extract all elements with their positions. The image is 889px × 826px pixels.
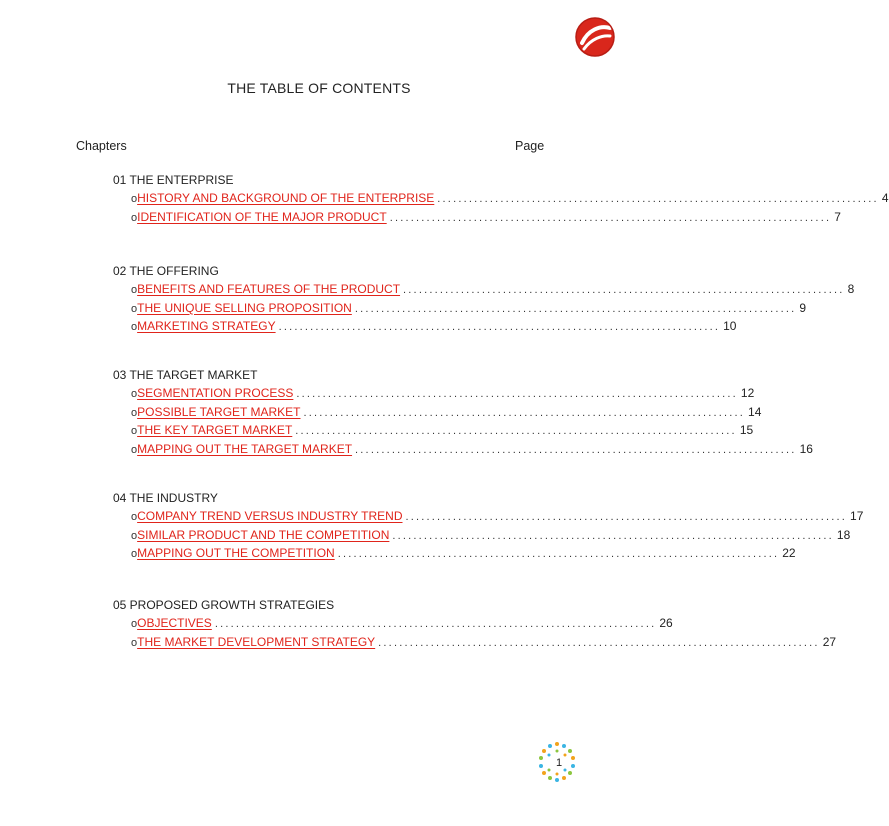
chapters-column-header: Chapters — [76, 139, 127, 153]
toc-link[interactable]: THE KEY TARGET MARKET — [137, 423, 293, 438]
bullet-icon: o — [131, 425, 138, 438]
toc-link[interactable]: BENEFITS AND FEATURES OF THE PRODUCT — [137, 282, 401, 296]
toc-link[interactable]: SEGMENTATION PROCESS — [137, 386, 294, 400]
bullet-icon: o — [131, 529, 138, 542]
toc-link[interactable]: MARKETING STRATEGY — [137, 319, 276, 334]
dot-leader: .................................................................................... — [303, 406, 746, 419]
brand-logo-icon — [574, 16, 616, 58]
toc-entry — [113, 189, 889, 208]
page-number: 22 — [782, 546, 796, 561]
dot-leader: .................................................................................... — [355, 443, 797, 456]
page-number: 14 — [748, 404, 762, 419]
toc-entry — [113, 507, 864, 526]
toc-entry — [113, 317, 737, 336]
chapter-section — [113, 366, 813, 458]
chapter-title: 04 THE INDUSTRY — [113, 491, 218, 505]
bullet-icon: o — [131, 284, 138, 296]
toc-link[interactable]: MAPPING OUT THE TARGET MARKET — [137, 441, 353, 456]
page-number: 12 — [740, 386, 755, 400]
toc-entry — [113, 208, 841, 227]
chapter-section — [113, 171, 889, 226]
bullet-icon: o — [131, 193, 138, 205]
chapter-title: 05 PROPOSED GROWTH STRATEGIES — [113, 598, 335, 612]
bullet-icon: o — [131, 618, 138, 630]
page-title: THE TABLE OF CONTENTS — [227, 80, 411, 96]
dot-leader: .................................................................................... — [354, 302, 797, 315]
bullet-icon: o — [131, 636, 138, 649]
page-number: 9 — [799, 300, 807, 315]
chapter-title: 01 THE ENTERPRISE — [113, 173, 234, 187]
page-number: 17 — [850, 509, 864, 523]
toc-entry — [113, 280, 855, 299]
toc-entry — [113, 614, 673, 633]
dot-leader: .................................................................................... — [378, 636, 820, 649]
toc-entry — [113, 544, 796, 563]
toc-link[interactable]: SIMILAR PRODUCT AND THE COMPETITION — [137, 527, 390, 542]
chapter-title: 03 THE TARGET MARKET — [113, 368, 258, 382]
bullet-icon: o — [131, 302, 138, 315]
dot-leader: .................................................................................... — [389, 211, 832, 224]
bullet-icon: o — [131, 388, 138, 400]
toc-entry — [113, 403, 762, 422]
dot-leader: .................................................................................... — [437, 193, 879, 205]
bullet-icon: o — [131, 548, 138, 561]
page-number: 16 — [799, 441, 813, 456]
toc-link[interactable]: HISTORY AND BACKGROUND OF THE ENTERPRISE — [137, 191, 435, 205]
footer-page-number: 1 — [556, 757, 563, 769]
chapter-section — [113, 489, 864, 563]
page-number: 18 — [836, 527, 851, 542]
page-number: 15 — [739, 423, 754, 438]
bullet-icon: o — [131, 511, 138, 523]
page-column-header: Page — [515, 139, 545, 153]
dot-leader: .................................................................................... — [214, 618, 657, 630]
page-number: 10 — [723, 319, 737, 334]
dot-leader: .................................................................................... — [403, 284, 845, 296]
chapter-title: 02 THE OFFERING — [113, 264, 219, 278]
bullet-icon: o — [131, 211, 138, 224]
chapter-section — [113, 596, 837, 651]
dot-leader: .................................................................................... — [296, 388, 738, 400]
toc-link[interactable]: COMPANY TREND VERSUS INDUSTRY TREND — [137, 509, 403, 523]
toc-link[interactable]: IDENTIFICATION OF THE MAJOR PRODUCT — [137, 209, 387, 224]
dot-leader: .................................................................................... — [337, 548, 780, 561]
toc-entry — [113, 421, 754, 440]
chapter-section — [113, 262, 855, 336]
dot-leader: .................................................................................... — [278, 321, 721, 334]
page-number: 4 — [881, 191, 889, 205]
toc-entry — [113, 440, 813, 459]
toc-link[interactable]: THE UNIQUE SELLING PROPOSITION — [137, 300, 352, 315]
toc-link[interactable]: POSSIBLE TARGET MARKET — [137, 404, 301, 419]
toc-link[interactable]: THE MARKET DEVELOPMENT STRATEGY — [137, 634, 376, 649]
dot-leader: .................................................................................... — [295, 425, 737, 438]
page-number: 27 — [822, 634, 837, 649]
dot-leader: .................................................................................... — [405, 511, 848, 523]
dot-leader: .................................................................................... — [392, 529, 834, 542]
page-number: 26 — [659, 616, 673, 630]
toc-link[interactable]: MAPPING OUT THE COMPETITION — [137, 546, 335, 561]
toc-link[interactable]: OBJECTIVES — [137, 616, 212, 630]
bullet-icon: o — [131, 321, 138, 334]
page-number: 8 — [847, 282, 855, 296]
toc-entry — [113, 384, 755, 403]
toc-entry — [113, 299, 807, 318]
toc-entry — [113, 526, 851, 545]
bullet-icon: o — [131, 406, 138, 419]
toc-entry — [113, 633, 837, 652]
page-number: 7 — [834, 209, 841, 224]
bullet-icon: o — [131, 443, 138, 456]
